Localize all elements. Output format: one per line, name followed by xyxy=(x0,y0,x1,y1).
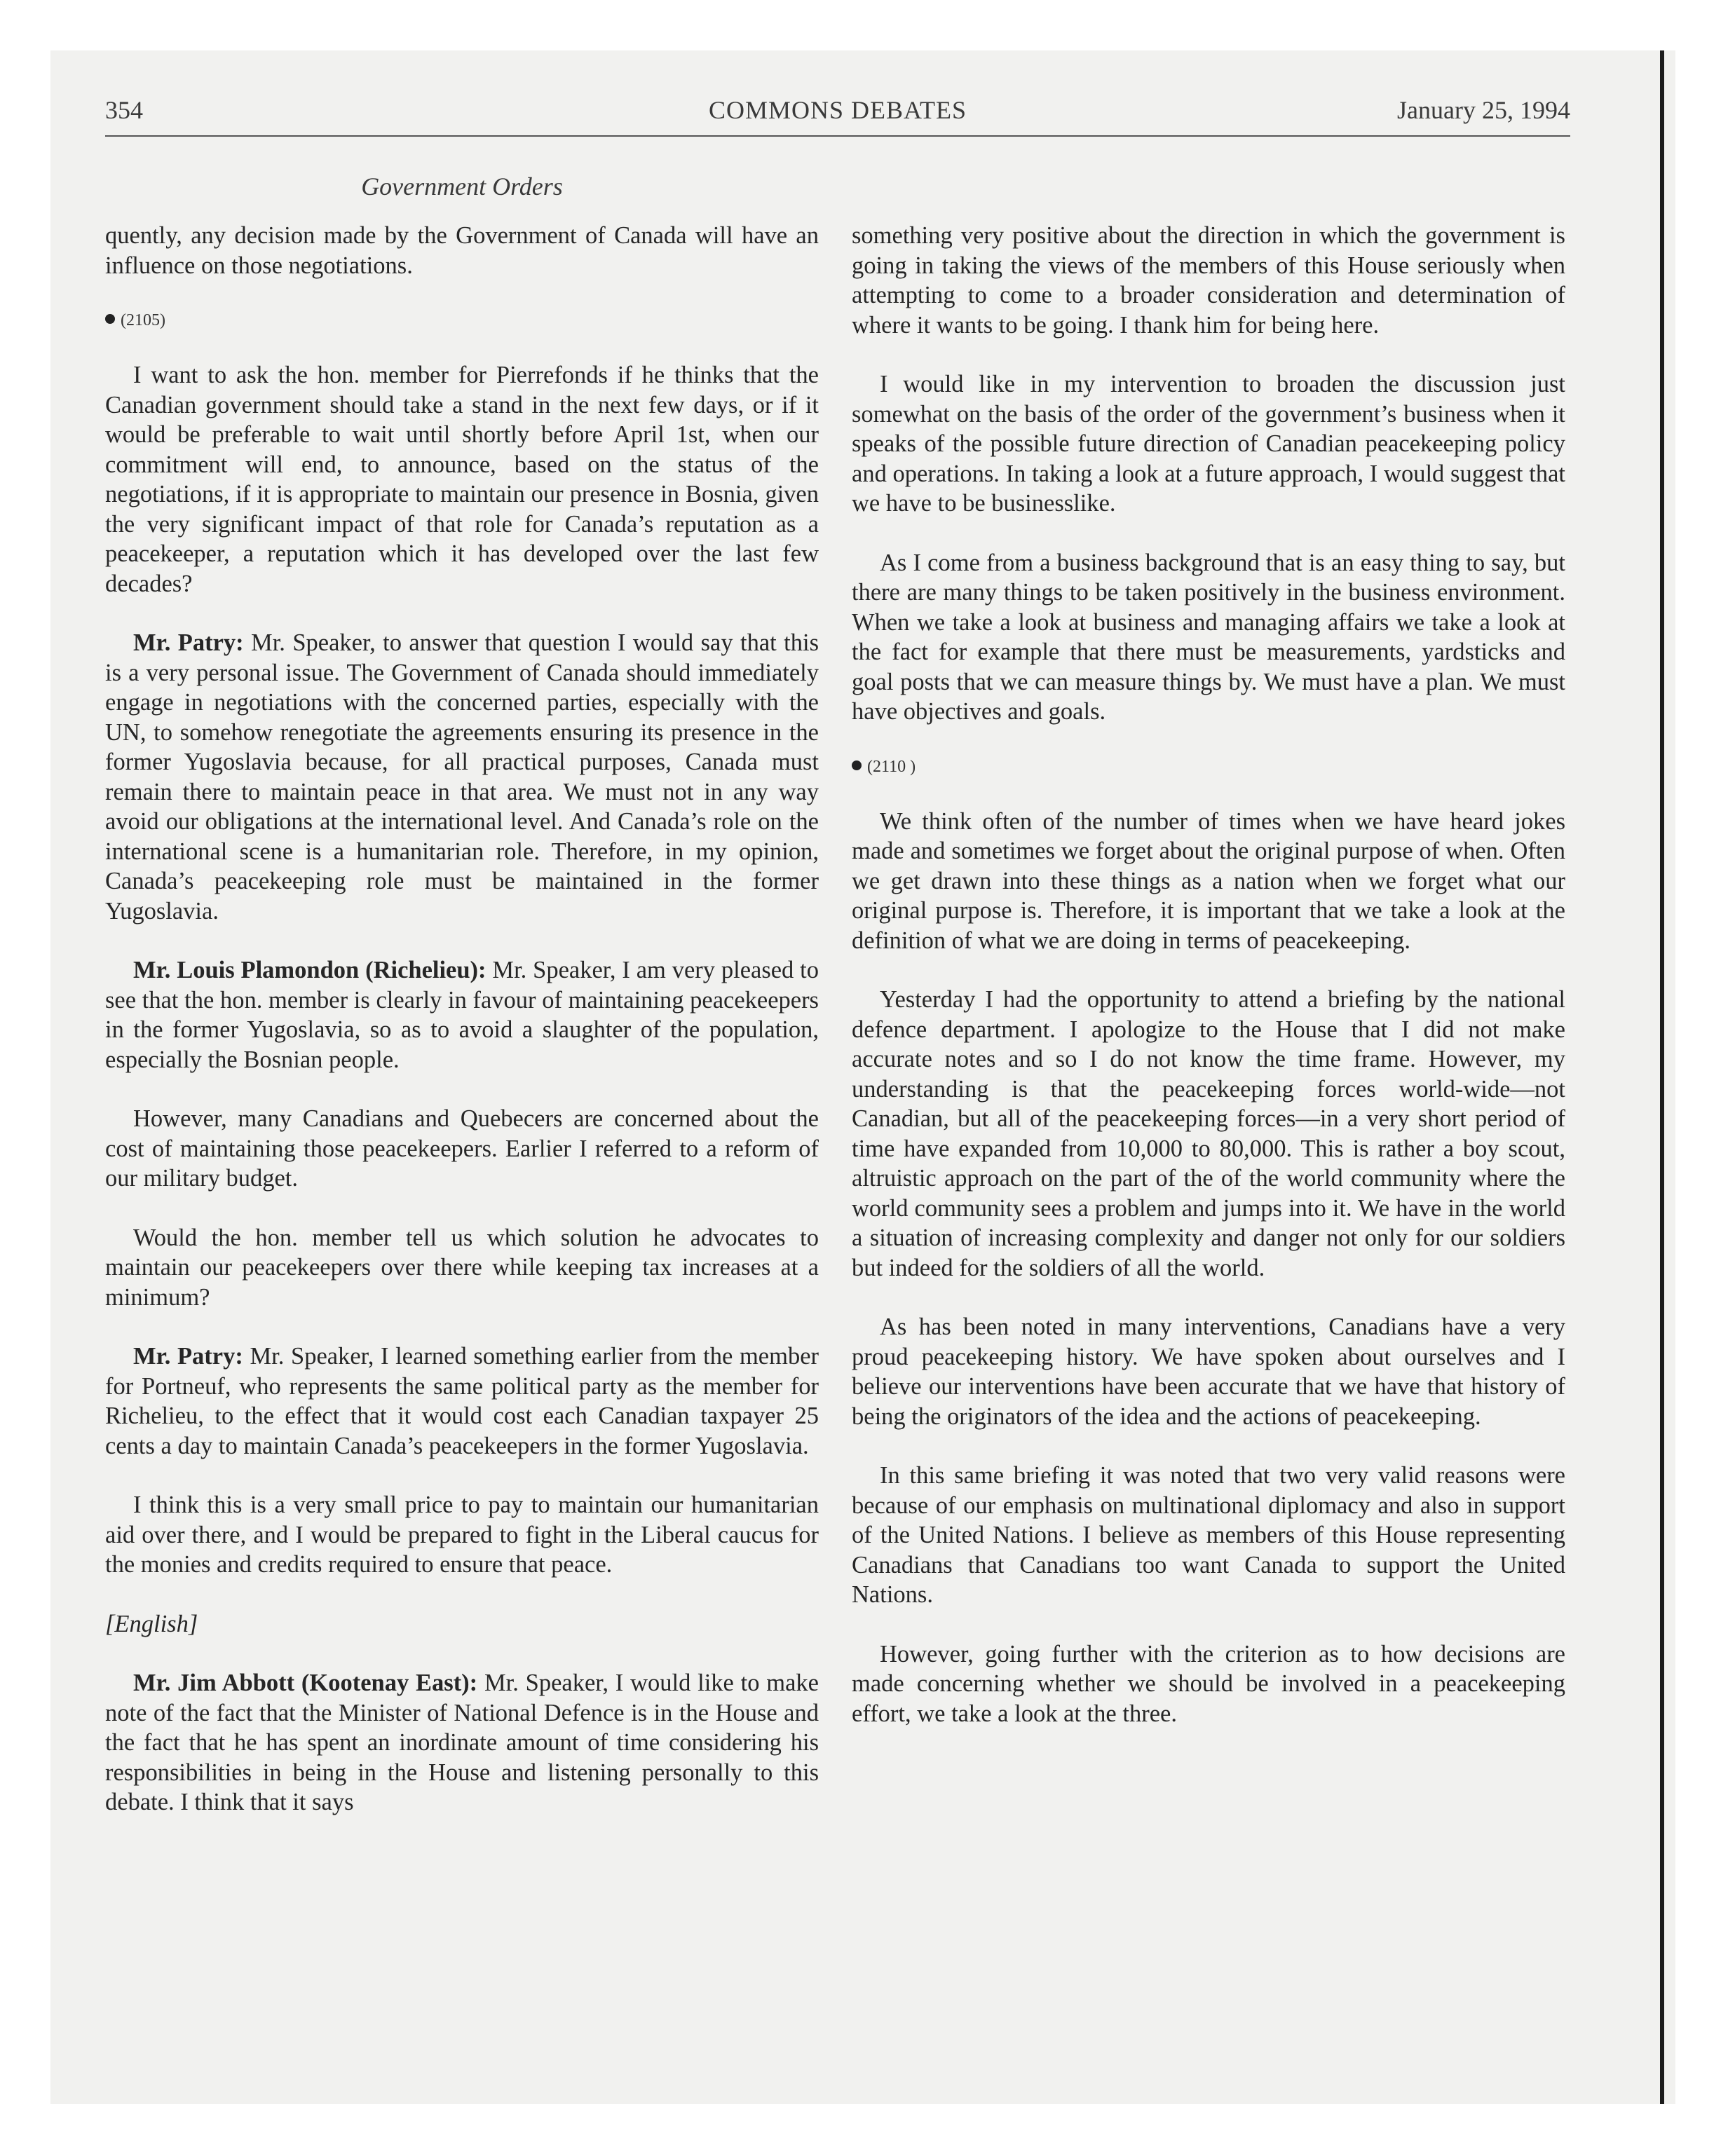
publication-date: January 25, 1994 xyxy=(1397,96,1570,124)
paragraph: As has been noted in many interventions, Canadians have a very proud peacekeeping history. We have spoken about ourselves and I believe our interventions have been accurate that we have that history of being the originators of the idea and the actions of peacekeeping. xyxy=(852,1314,1565,1430)
time-marker-text: (2105) xyxy=(121,311,165,329)
paragraph: I would like in my intervention to broaden the discussion just somewhat on the basis of the order of the government’s business when it speaks of the possible future direction of Canadian peacekeeping policy and operations. In taking a look at a future approach, I would suggest that we have to be businesslike. xyxy=(852,371,1565,517)
paragraph: I want to ask the hon. member for Pierrefonds if he thinks that the Canadian government should take a stand in the next few days, or if it would be preferable to wait until shortly before April 1st, when our commitment will end, to announce, based on the status of the negotiations, if it is appropriate to maintain our presence in Bosnia, given the very significant impact of that role for Canada’s reputation as a peacekeeper, a reputation which it has developed over the last few decades? xyxy=(105,362,819,597)
paragraph: I think this is a very small price to pay to maintain our humanitarian aid over there, and I would be prepared to fight in the Liberal caucus for the monies and credits required to ensure that peace. xyxy=(105,1492,819,1578)
speaker-name: Mr. Patry: xyxy=(133,629,244,656)
speech-text: Mr. Speaker, to answer that question I would say that this is a very personal issue. The Government of Canada should immediately engage in negotiations with the concerned parties, especially with the UN, to somehow renegotiate the agreements ensuring its presence in the former Yugoslavia because, for all practical purposes, Canada must remain there to maintain peace in that area. We must not in any way avoid our obligations at the international level. And Canada’s role on the international scene is a humanitarian role. Therefore, in my opinion, Canada’s peacekeeping role must be maintained in the former Yugoslavia. xyxy=(105,629,819,925)
paragraph: We think often of the number of times when we have heard jokes made and sometimes we forget about the original purpose of when. Often we get drawn into these things as a nation when we forget what our original purpose is. Therefore, it is important that we take a look at the definition of what we are doing in terms of peacekeeping. xyxy=(852,807,1565,954)
publication-title: COMMONS DEBATES xyxy=(708,96,967,124)
time-marker-text: (2110 ) xyxy=(867,757,916,776)
left-column xyxy=(105,221,819,1847)
page-number: 354 xyxy=(105,96,143,124)
time-marker xyxy=(105,310,819,331)
time-marker xyxy=(852,756,1565,777)
speech-paragraph xyxy=(105,1342,819,1461)
paragraph: Would the hon. member tell us which solution he advocates to maintain our peacekeepers over there while keeping tax increases at a minimum? xyxy=(105,1224,819,1311)
paragraph: something very positive about the direction in which the government is going in taking the views of the members of this House seriously when attempting to come to a broader consideration and determination of where it wants to be going. I thank him for being here. xyxy=(852,222,1565,339)
speech-paragraph xyxy=(105,1668,819,1817)
bullet-icon xyxy=(105,314,115,324)
speech-text: Mr. Speaker, I would like to make note of the fact that the Minister of National Defence is in the House and the fact that he has spent an inordinate amount of time considering his responsibilities in being in the House and listening personally to this debate. I think that it says xyxy=(105,1670,819,1815)
speech-paragraph xyxy=(105,955,819,1074)
speaker-name: Mr. Louis Plamondon (Richelieu): xyxy=(133,957,487,983)
speaker-name: Mr. Patry: xyxy=(133,1343,243,1370)
right-column xyxy=(852,221,1565,1758)
speaker-name: Mr. Jim Abbott (Kootenay East): xyxy=(133,1670,478,1696)
scan-edge-shadow xyxy=(1660,50,1664,2104)
paragraph: quently, any decision made by the Government of Canada will have an influence on those negotiations. xyxy=(105,222,819,279)
header-rule xyxy=(105,135,1570,137)
paragraph: In this same briefing it was noted that two very valid reasons were because of our emphasis on multinational diplomacy and also in support of the United Nations. I believe as members of this House representing Canadians that Canadians too want Canada to support the United Nations. xyxy=(852,1462,1565,1608)
paragraph: As I come from a business background that is an easy thing to say, but there are many things to be taken positively in the business environment. When we take a look at business and managing affairs we take a look at the fact for example that there must be measurements, yardsticks and goal posts that we can measure things by. We must have a plan. We must have objectives and goals. xyxy=(852,549,1565,725)
speech-paragraph xyxy=(105,628,819,926)
language-note: [English] xyxy=(105,1610,198,1637)
section-title: Government Orders xyxy=(361,172,563,200)
bullet-icon xyxy=(852,760,862,770)
paragraph: Yesterday I had the opportunity to attend a briefing by the national defence department. I apologize to the House that I did not make accurate notes and so I do not know the time frame. However, my understanding is that the peacekeeping forces world-wide—not Canadian, but all of the peacekeeping forces—in a very short period of time have expanded from 10,000 to 80,000. This is rather a boy scout, altruistic approach on the part of the of the world community where the world community sees a problem and jumps into it. We have in the world a situation of increasing complexity and danger not only for our soldiers but indeed for the soldiers of all the world. xyxy=(852,986,1565,1281)
speech-text: Mr. Speaker, I am very pleased to see that the hon. member is clearly in favour of maintaining peacekeepers in the former Yugoslavia, so as to avoid a slaughter of the population, especially the Bosnian people. xyxy=(105,957,819,1073)
speech-text: Mr. Speaker, I learned something earlier from the member for Portneuf, who represents the same political party as the member for Richelieu, to the effect that it would cost each Canadian taxpayer 25 cents a day to maintain Canada’s peacekeepers in the former Yugoslavia. xyxy=(105,1343,819,1459)
paragraph: However, going further with the criterion as to how decisions are made concerning whether we should be involved in a peacekeeping effort, we take a look at the three. xyxy=(852,1640,1565,1727)
page-header xyxy=(105,95,1570,137)
paragraph: However, many Canadians and Quebecers are concerned about the cost of maintaining those peacekeepers. Earlier I referred to a reform of our military budget. xyxy=(105,1105,819,1192)
